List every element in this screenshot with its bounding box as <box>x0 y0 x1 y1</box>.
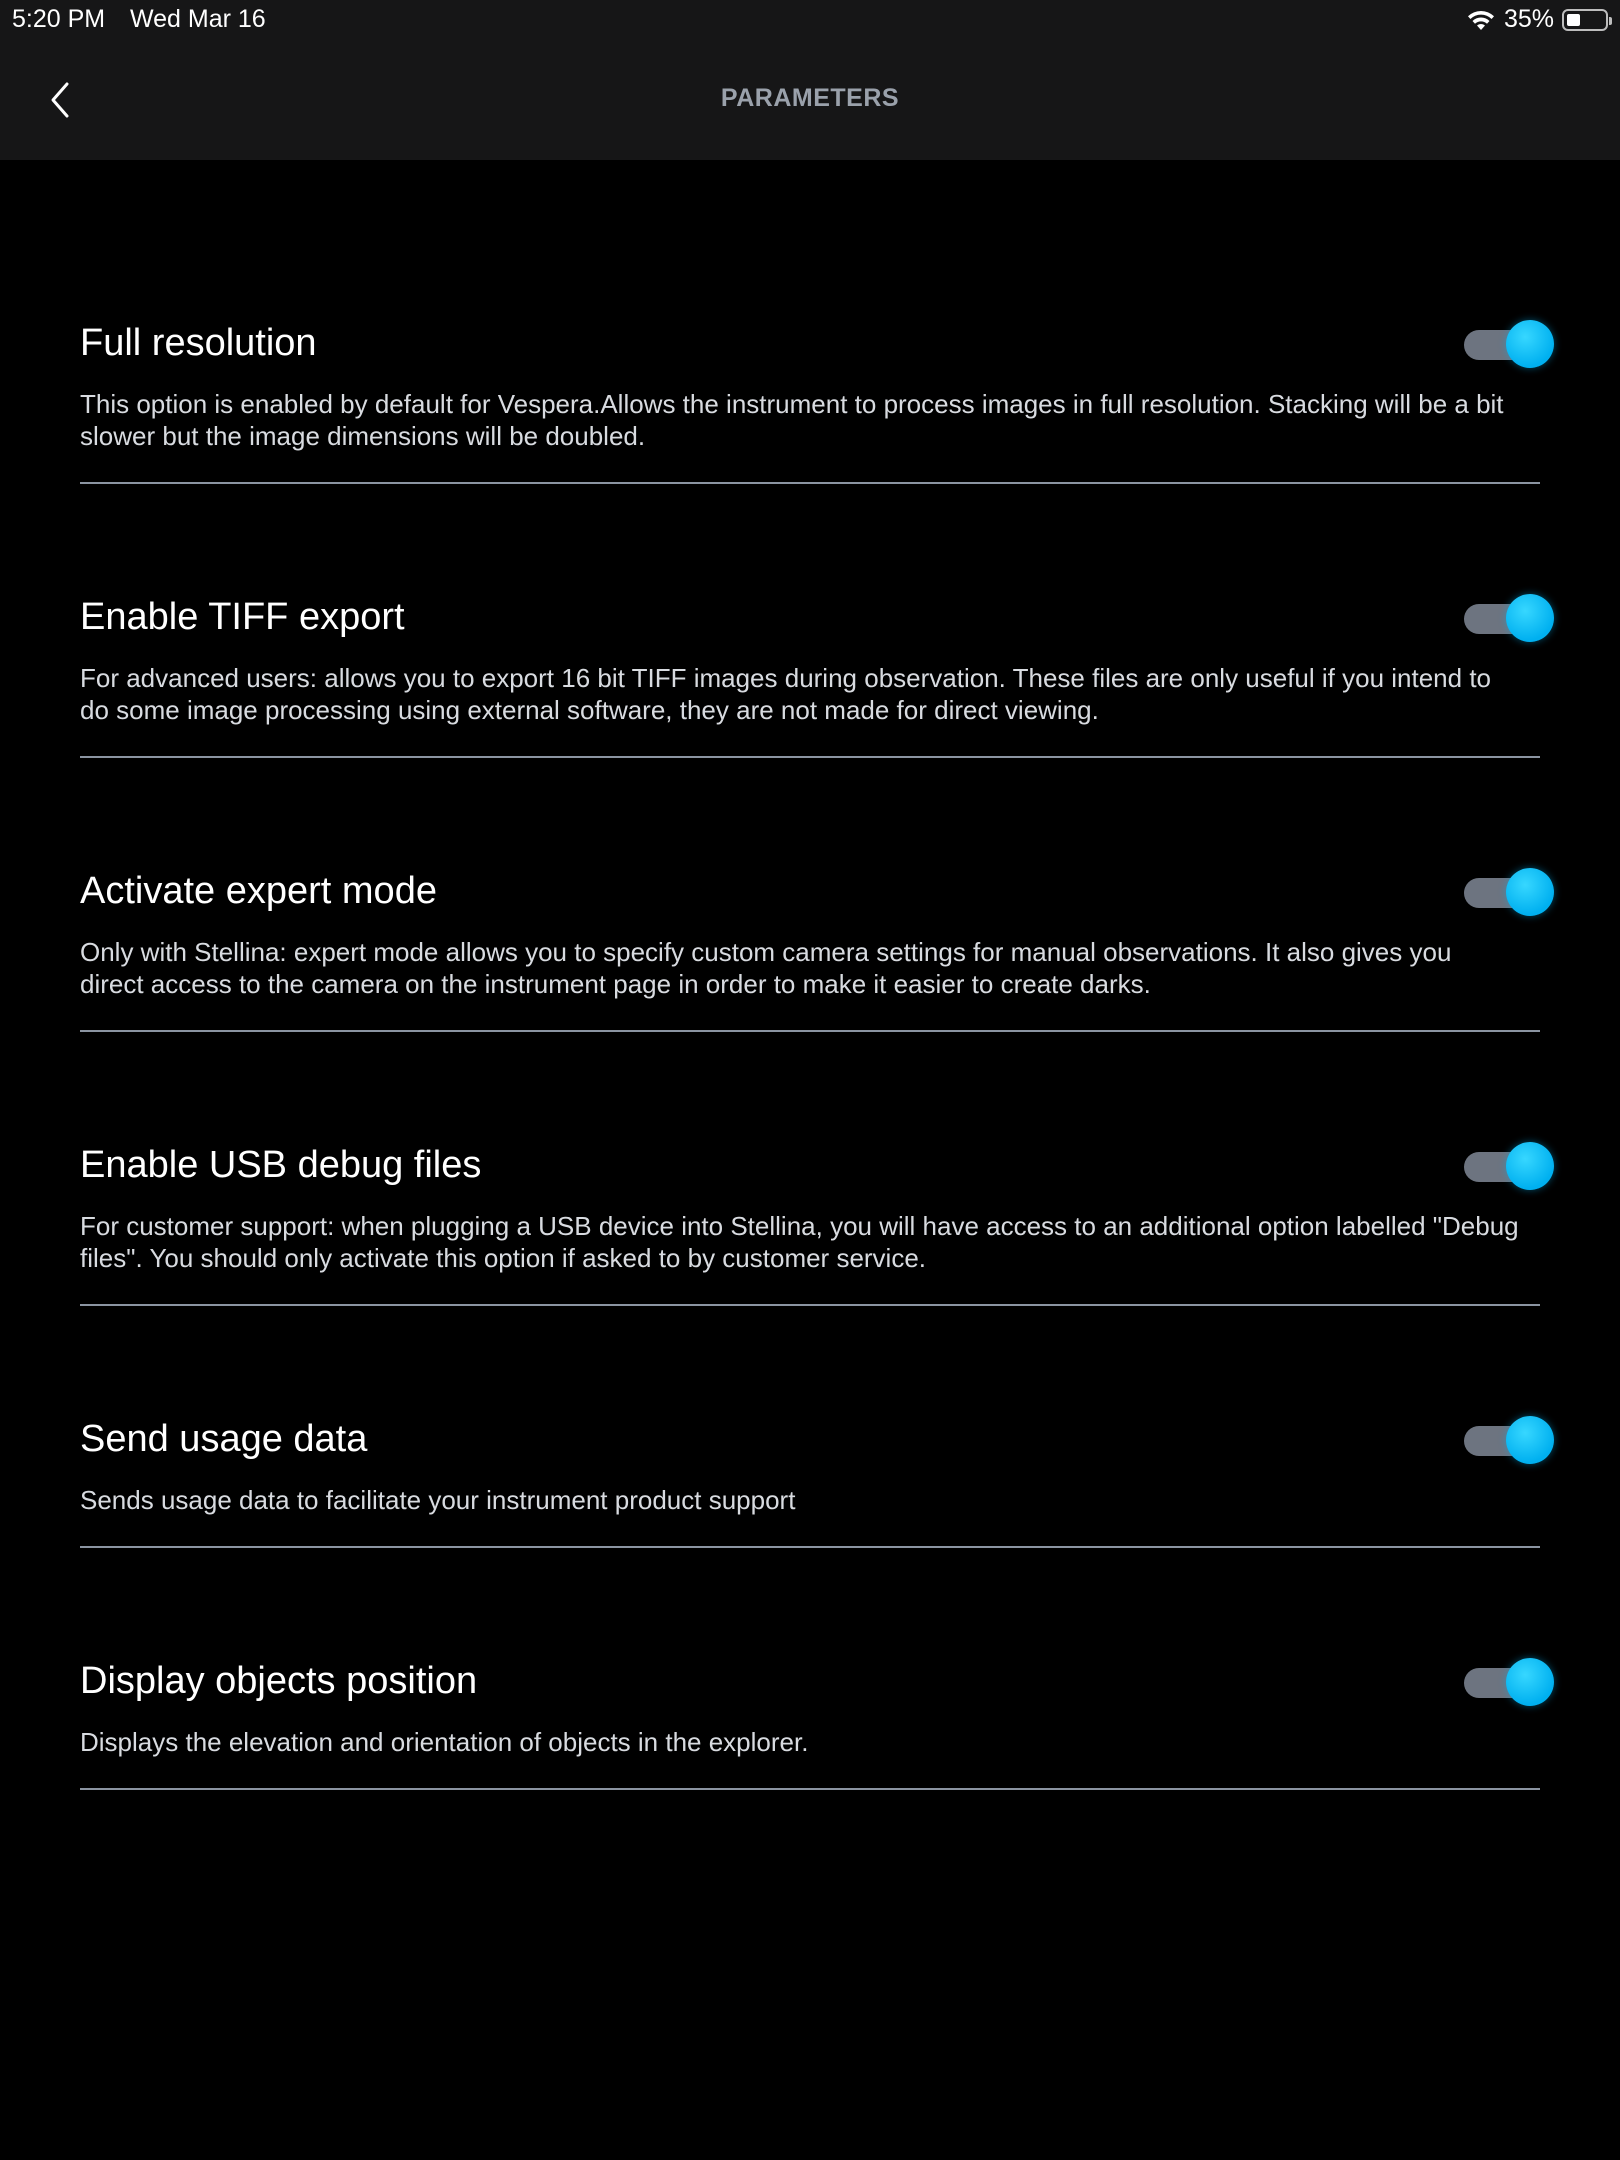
setting-description: For advanced users: allows you to export 16 bit TIFF images during observation. These files are only useful if you intend to do some image processing using external software, they are not made for direct viewing. <box>80 663 1492 725</box>
toggle-knob <box>1506 1142 1554 1190</box>
setting-usage-data <box>80 1396 1540 1548</box>
toggle-knob <box>1506 1416 1554 1464</box>
objects-position-toggle[interactable] <box>1464 1658 1554 1706</box>
battery-icon <box>1562 9 1608 31</box>
setting-title: Full resolution <box>80 322 317 364</box>
setting-description: This option is enabled by default for Vespera.Allows the instrument to process images in full resolution. Stacking will be a bit slower but the image dimensions will be doubled. <box>80 389 1504 451</box>
setting-description: Sends usage data to facilitate your instrument product support <box>80 1485 796 1515</box>
setting-title: Enable TIFF export <box>80 596 405 638</box>
setting-title: Enable USB debug files <box>80 1144 482 1186</box>
page-title: PARAMETERS <box>720 84 900 112</box>
setting-tiff-export <box>80 574 1540 758</box>
status-indicators <box>1466 5 1608 34</box>
toggle-knob <box>1506 868 1554 916</box>
status-bar <box>0 0 1620 40</box>
full-resolution-toggle[interactable] <box>1464 320 1554 368</box>
battery-percentage: 35% <box>1503 5 1554 33</box>
tiff-export-toggle[interactable] <box>1464 594 1554 642</box>
wifi-icon <box>1466 8 1496 32</box>
setting-usb-debug-files <box>80 1122 1540 1306</box>
setting-expert-mode <box>80 848 1540 1032</box>
usb-debug-files-toggle[interactable] <box>1464 1142 1554 1190</box>
expert-mode-toggle[interactable] <box>1464 868 1554 916</box>
setting-full-resolution <box>80 300 1540 484</box>
toggle-knob <box>1506 594 1554 642</box>
usage-data-toggle[interactable] <box>1464 1416 1554 1464</box>
setting-title: Send usage data <box>80 1418 368 1460</box>
setting-description: Only with Stellina: expert mode allows you to specify custom camera settings for manual observations. It also gives you direct access to the camera on the instrument page in order to make it easier to create darks. <box>80 937 1452 999</box>
setting-description: Displays the elevation and orientation of objects in the explorer. <box>80 1727 809 1757</box>
status-time: 5:20 PM <box>12 5 106 33</box>
setting-objects-position <box>80 1638 1540 1790</box>
setting-title: Display objects position <box>80 1660 478 1702</box>
status-date: Wed Mar 16 <box>130 5 266 33</box>
toggle-knob <box>1506 320 1554 368</box>
battery-level <box>1567 14 1580 26</box>
setting-title: Activate expert mode <box>80 870 437 912</box>
settings-list <box>80 300 1540 1790</box>
setting-description: For customer support: when plugging a USB device into Stellina, you will have access to an additional option labelled "Debug files". You should only activate this option if asked to by customer service. <box>80 1211 1519 1273</box>
toggle-knob <box>1506 1658 1554 1706</box>
navigation-bar <box>0 0 1620 160</box>
